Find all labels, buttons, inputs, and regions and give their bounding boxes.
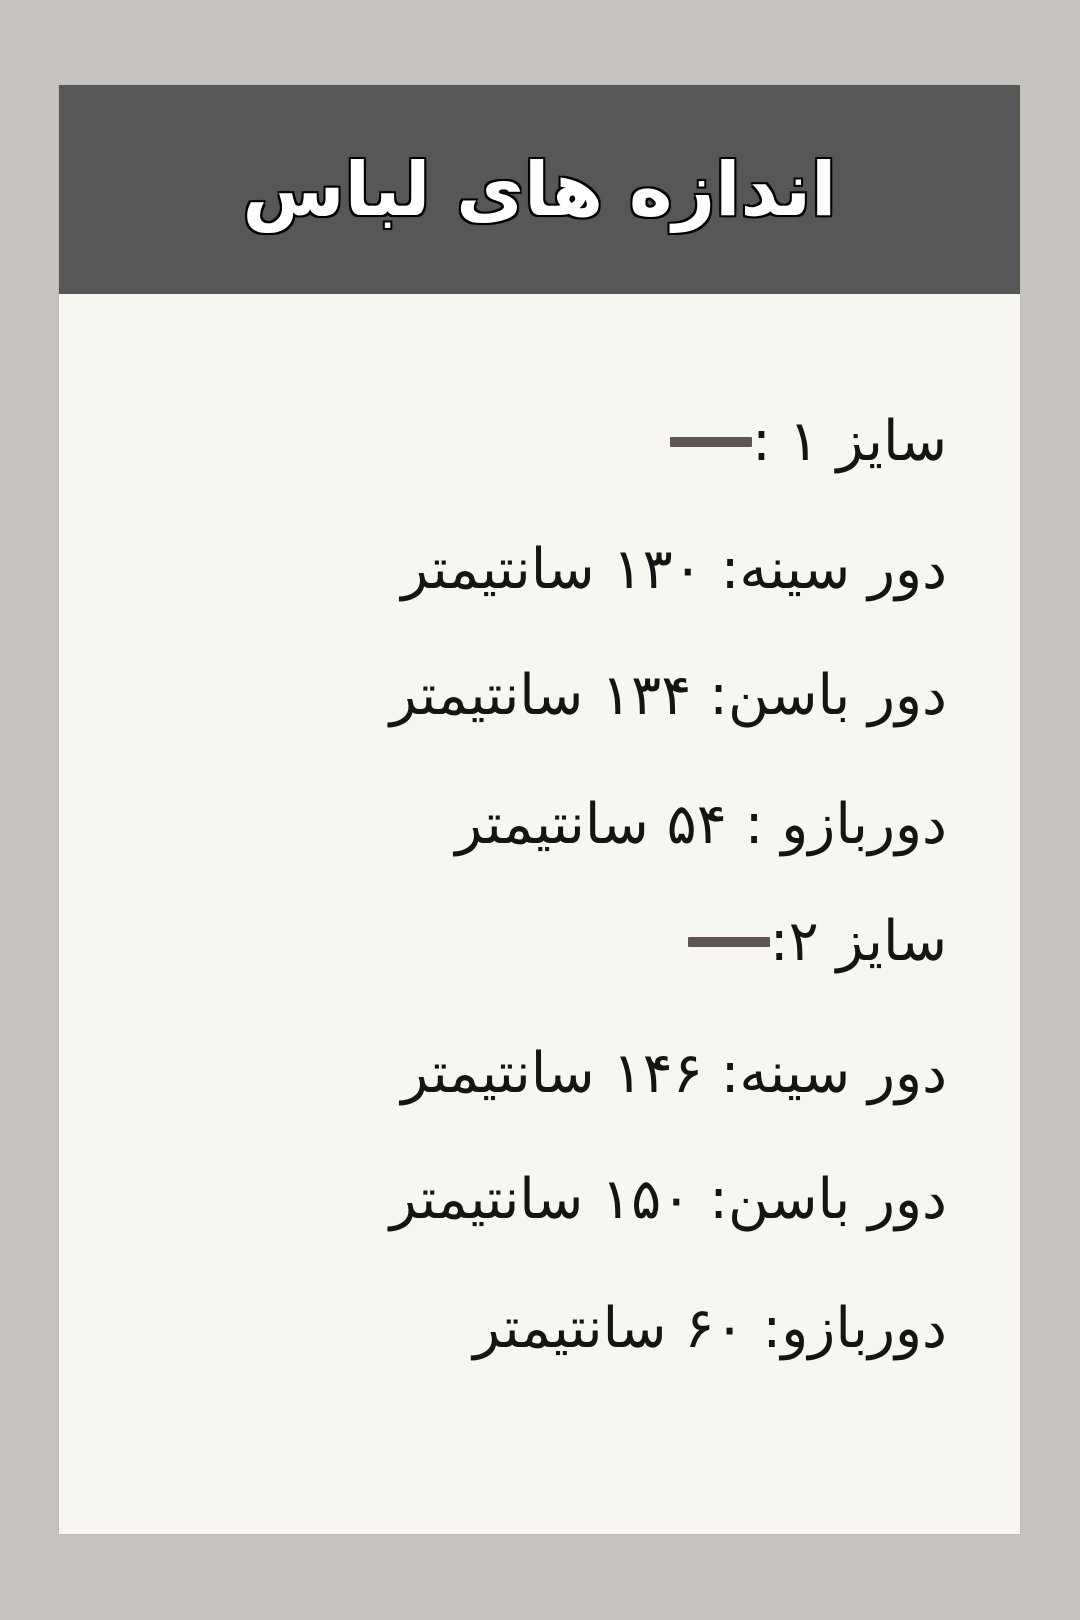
page-title: اندازه های لباس <box>242 146 837 233</box>
size-2-chest: دور سینه: ۱۴۶ سانتیمتر <box>401 1041 947 1106</box>
size-chart-card <box>59 85 1020 1534</box>
size-list <box>59 294 1020 1534</box>
dash-marker-icon <box>670 437 752 447</box>
size-1-heading <box>670 409 947 474</box>
header-bar <box>59 85 1020 294</box>
size-2-arm: دوربازو: ۶۰ سانتیمتر <box>473 1296 947 1361</box>
size-2-hip: دور باسن: ۱۵۰ سانتیمتر <box>389 1167 947 1232</box>
size-2-heading <box>688 909 947 974</box>
size-1-arm: دوربازو : ۵۴ سانتیمتر <box>455 792 947 857</box>
size-1-chest: دور سینه: ۱۳۰ سانتیمتر <box>401 537 947 602</box>
size-1-hip: دور باسن: ۱۳۴ سانتیمتر <box>389 663 947 728</box>
size-2-label: سایز ۲: <box>769 909 947 974</box>
size-1-label: سایز ۱ : <box>751 409 947 474</box>
dash-marker-icon <box>688 937 770 947</box>
